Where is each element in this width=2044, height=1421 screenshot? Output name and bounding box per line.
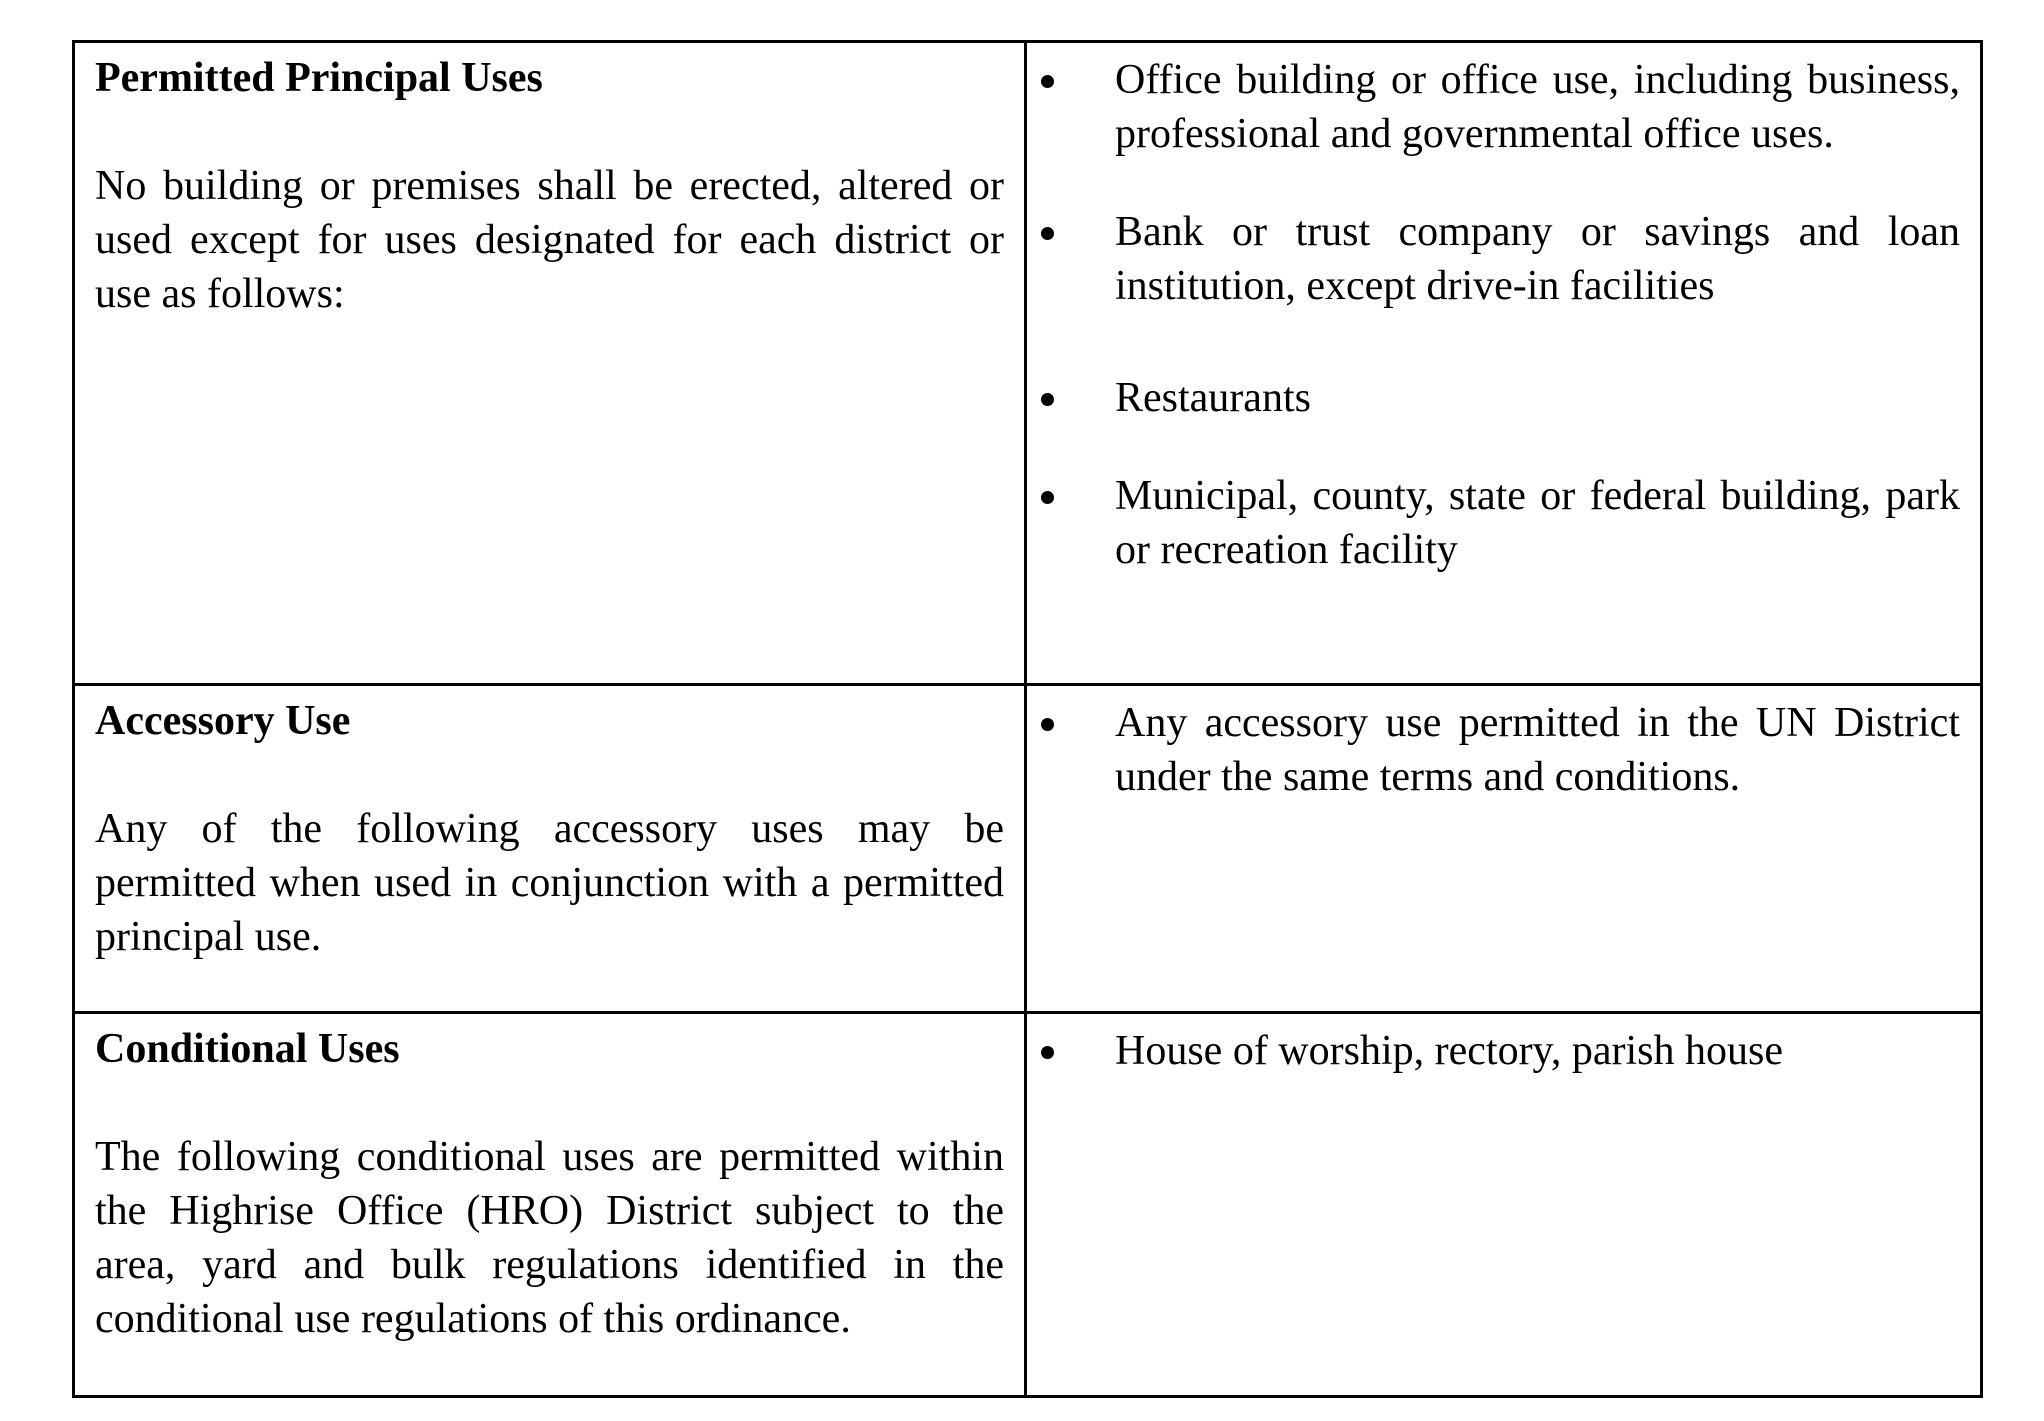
table-row-conditional-uses — [74, 1013, 1982, 1397]
bullet-icon — [1041, 393, 1054, 406]
category-cell — [74, 685, 1026, 1013]
list-item-text: Any accessory use permitted in the UN District under the same terms and conditions. — [1115, 700, 1960, 800]
table-row-accessory-use — [74, 685, 1982, 1013]
bullet-icon — [1041, 491, 1054, 504]
list-item — [1027, 696, 1960, 804]
uses-table — [72, 40, 1983, 1398]
uses-list — [1027, 696, 1960, 804]
category-description: No building or premises shall be erected, altered or used except for uses designated for each district or use as follows: — [95, 163, 1004, 317]
list-item — [1027, 1024, 1960, 1078]
uses-list-cell — [1026, 42, 1982, 685]
uses-list-cell — [1026, 685, 1982, 1013]
table-row-permitted-principal-uses — [74, 42, 1982, 685]
category-description: The following conditional uses are permitted within the Highrise Office (HRO) District subject to the area, yard and bulk regulations identified in the conditional use regulations of this ordinance. — [95, 1134, 1004, 1342]
category-heading: Accessory Use — [95, 698, 351, 744]
uses-list — [1027, 1024, 1960, 1078]
list-item-text: Municipal, county, state or federal building, park or recreation facility — [1115, 473, 1960, 573]
list-item — [1027, 53, 1960, 161]
bullet-icon — [1041, 227, 1054, 240]
list-item — [1027, 469, 1960, 577]
uses-list-cell — [1026, 1013, 1982, 1397]
list-item — [1027, 371, 1960, 425]
category-description: Any of the following accessory uses may be permitted when used in conjunction with a permitted principal use. — [95, 806, 1004, 960]
list-item-text: House of worship, rectory, parish house — [1115, 1028, 1783, 1074]
uses-list — [1027, 53, 1960, 577]
category-heading: Permitted Principal Uses — [95, 55, 543, 101]
bullet-icon — [1041, 75, 1054, 88]
category-heading: Conditional Uses — [95, 1026, 400, 1072]
list-item-text: Restaurants — [1115, 375, 1311, 421]
bullet-icon — [1041, 718, 1054, 731]
list-item-text: Bank or trust company or savings and loan institution, except drive-in facilities — [1115, 209, 1960, 309]
list-item-text: Office building or office use, including business, professional and governmental office uses. — [1115, 57, 1960, 157]
category-cell — [74, 1013, 1026, 1397]
category-cell — [74, 42, 1026, 685]
list-item — [1027, 205, 1960, 313]
bullet-icon — [1041, 1046, 1054, 1059]
